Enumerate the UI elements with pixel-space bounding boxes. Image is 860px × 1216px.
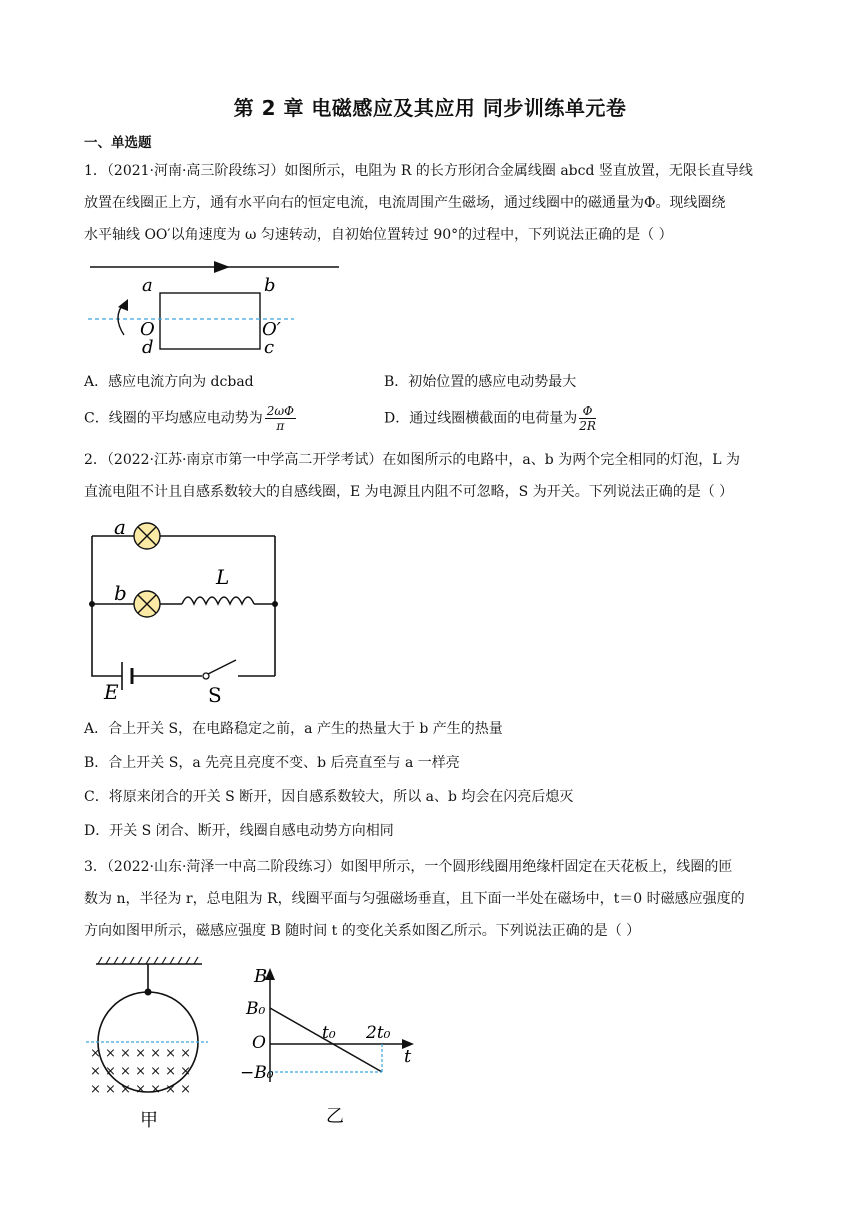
- q2-option-b: B．合上开关 S，a 先亮且亮度不变、b 后亮直至与 a 一样亮: [84, 755, 460, 771]
- q1-label-o: O: [140, 319, 155, 340]
- q2-option-c: C．将原来闭合的开关 S 断开，因自感系数较大，所以 a、b 均会在闪亮后熄灭: [84, 789, 574, 805]
- q1-label-d: d: [142, 337, 154, 358]
- q3-label-yi: 乙: [326, 1106, 344, 1127]
- q3-tick-b0: B₀: [246, 999, 266, 1019]
- q3-tick-2t0: 2t₀: [366, 1023, 391, 1043]
- q1-label-o-prime: O′: [262, 319, 281, 340]
- q3-tick-neg-b0: −B₀: [240, 1063, 274, 1083]
- q2-line-2: 直流电阻不计且自感系数较大的自感线圈，E 为电源且内阻不可忽略，S 为开关。下列说法正确的是（ ）: [84, 484, 734, 500]
- q1-option-b: B．初始位置的感应电动势最大: [384, 374, 577, 390]
- q1-option-a: A．感应电流方向为 dcbad: [84, 374, 254, 390]
- q1-line-3: 水平轴线 OO′以角速度为 ω 匀速转动，自初始位置转过 90°的过程中，下列说法正确的是（ ）: [84, 227, 673, 243]
- svg-text:× × × × × × ×: × × × × × × ×: [90, 1046, 192, 1061]
- q1-option-c: C．线圈的平均感应电动势为 $\frac{2\omega\Phi}{\pi}$: [84, 404, 294, 433]
- q1-label-a: a: [142, 275, 153, 296]
- section-heading: 一、单选题: [84, 135, 152, 151]
- q1-option-d: D．通过线圈横截面的电荷量为 $\frac{\Phi}{2R}$: [384, 404, 596, 433]
- q2-label-e: E: [104, 680, 119, 704]
- q2-circuit-figure: [84, 512, 304, 708]
- q3-label-jia: 甲: [140, 1110, 158, 1131]
- q3-line-1: 3．（2022·山东·菏泽一中高二阶段练习）如图甲所示，一个圆形线圈用绝缘杆固定在天花板上，线圈的匝: [84, 859, 733, 875]
- q2-option-a: A．合上开关 S，在电路稳定之前，a 产生的热量大于 b 产生的热量: [84, 721, 503, 737]
- page-title: 第 2 章 电磁感应及其应用 同步训练单元卷: [233, 96, 627, 120]
- q1-line-2: 放置在线圈正上方，通有水平向右的恒定电流，电流周围产生磁场，通过线圈中的磁通量为Φ。现线圈绕: [84, 195, 726, 211]
- q3-axis-b-label: B: [254, 966, 268, 987]
- q1-figure: [84, 255, 354, 365]
- q2-option-d: D．开关 S 闭合、断开，线圈自感电动势方向相同: [84, 823, 394, 839]
- q1-label-c: c: [264, 337, 275, 358]
- q3-figure-yi: [240, 962, 430, 1132]
- q3-magnetic-field-crosses: [90, 1046, 191, 1097]
- q2-label-a: a: [114, 515, 126, 539]
- q1-line-1: 1．（2021·河南·高三阶段练习）如图所示，电阻为 R 的长方形闭合金属线圈 abcd 竖直放置，无限长直导线: [84, 163, 753, 179]
- svg-text:× × × × × × ×: × × × × × × ×: [90, 1082, 192, 1097]
- q2-label-s: S: [208, 683, 222, 707]
- q2-label-l: L: [216, 565, 230, 589]
- q1-label-b: b: [264, 275, 276, 296]
- q3-axis-t-label: t: [404, 1046, 412, 1067]
- q3-origin-label: O: [252, 1033, 266, 1053]
- q3-figure-jia: [84, 954, 224, 1134]
- q2-line-1: 2．（2022·江苏·南京市第一中学高二开学考试）在如图所示的电路中，a、b 为两个完全相同的灯泡，L 为: [84, 452, 740, 468]
- svg-text:× × × × × × ×: × × × × × × ×: [90, 1064, 192, 1079]
- q3-line-3: 方向如图甲所示，磁感应强度 B 随时间 t 的变化关系如图乙所示。下列说法正确的是（ ）: [84, 923, 641, 939]
- q2-label-b: b: [114, 581, 127, 605]
- q3-tick-t0: t₀: [322, 1023, 336, 1043]
- q3-line-2: 数为 n，半径为 r，总电阻为 R，线圈平面与匀强磁场垂直，且下面一半处在磁场中，t＝0 时磁感应强度的: [84, 891, 745, 907]
